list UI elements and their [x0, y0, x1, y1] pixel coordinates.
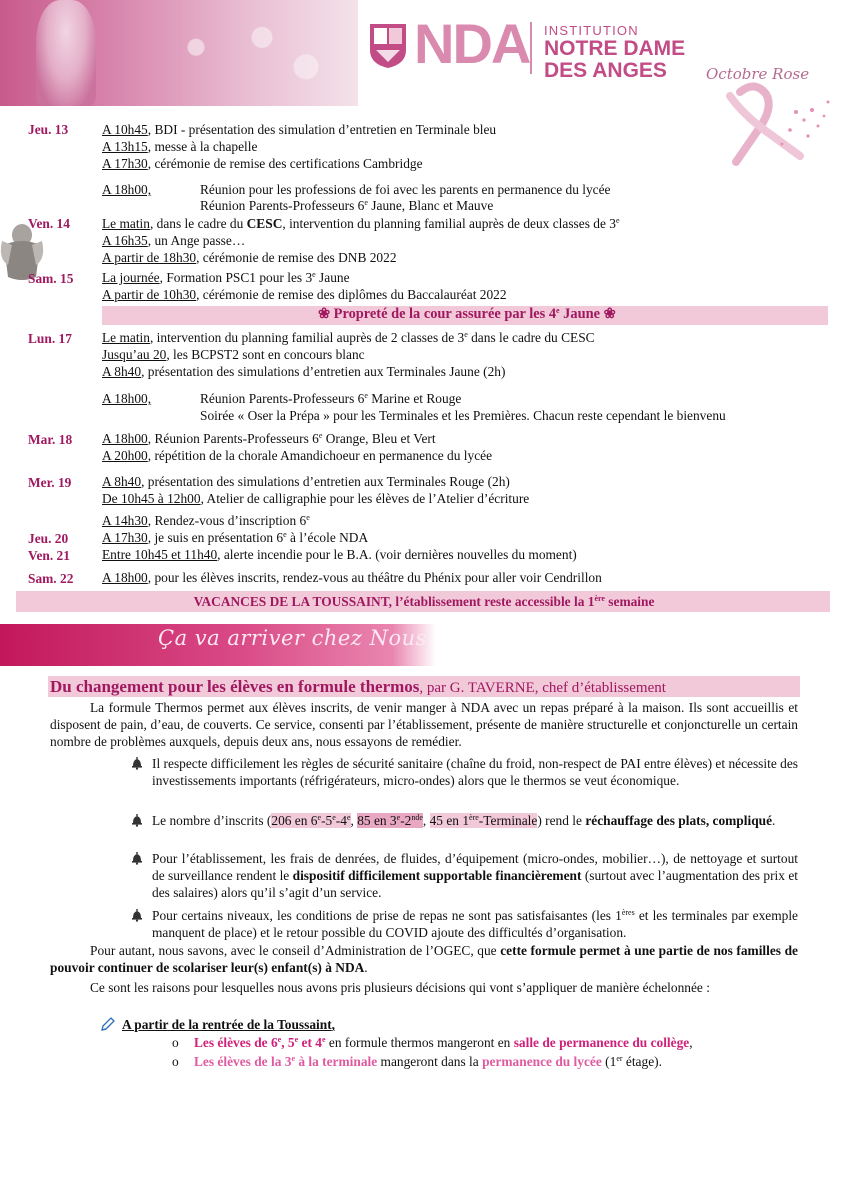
circle-bullet-icon: o	[172, 1035, 179, 1050]
agenda-entry: A 8h40, présentation des simulations d’entretien aux Terminales Rouge (2h)	[102, 474, 510, 489]
agenda-entry: A 10h45, BDI - présentation des simulation d’entretien en Terminale bleu	[102, 122, 497, 137]
logo-divider	[530, 22, 532, 74]
institution-name: INSTITUTION NOTRE DAME DES ANGES	[544, 23, 686, 82]
hand-bell-icon	[130, 908, 144, 922]
agenda-entry: A 17h30, je suis en présentation 6e à l’école NDA	[102, 530, 369, 545]
agenda-entry: Entre 10h45 et 11h40, alerte incendie pour le B.A. (voir dernières nouvelles du moment)	[102, 547, 577, 562]
nda-logo: NDA	[414, 12, 530, 75]
paragraph: La formule Thermos permet aux élèves inscrits, de venir manger à NDA avec un repas préparé à la maison. Ils sont accueillis et disposent de pain, d’eau, de couverts. Ce service, consenti par l’établissement, présente de manière structurelle et conjoncturelle un certain nombre de problèmes auxquels, depuis deux ans, nous essayons de remédier.	[50, 700, 798, 749]
agenda-entry: A 8h40, présentation des simulations d’entretien aux Terminales Jaune (2h)	[102, 364, 506, 379]
agenda-entry: Jusqu’au 20, les BCPST2 sont en concours blanc	[102, 347, 365, 362]
day-label: Jeu. 20	[28, 531, 69, 546]
blossom-tree-image	[130, 8, 350, 106]
octobre-rose-label: Octobre Rose	[706, 65, 810, 83]
subheading: A partir de la rentrée de la Toussaint,	[122, 1017, 336, 1032]
agenda-entry: A 18h00, Réunion Parents-Professeurs 6e Orange, Bleu et Vert	[102, 431, 436, 446]
day-label: Mar. 18	[28, 432, 73, 447]
article-byline: , par G. TAVERNE, chef d’établissement	[419, 680, 666, 696]
agenda-entry: A partir de 18h30, cérémonie de remise des DNB 2022	[102, 250, 397, 265]
cleanliness-notice: ❀ Propreté de la cour assurée par les 4e Jaune ❀	[318, 306, 616, 322]
agenda-entry: A 13h15, messe à la chapelle	[102, 139, 258, 154]
agenda-entry: A 14h30, Rendez-vous d’inscription 6e	[102, 513, 310, 528]
agenda-entry: La journée, Formation PSC1 pour les 3e Jaune	[102, 270, 350, 285]
enrollment-count-highlight: 206 en 6e-5e-4e	[271, 813, 351, 828]
agenda-entry-text: Réunion Parents-Professeurs 6e Marine et Rouge	[200, 391, 462, 406]
agenda-entry: A 20h00, répétition de la chorale Amandichoeur en permanence du lycée	[102, 448, 493, 463]
agenda-entry: A partir de 10h30, cérémonie de remise des diplômes du Baccalauréat 2022	[102, 287, 507, 302]
flower-icon: ❀	[599, 306, 616, 322]
agenda-entry: A 16h35, un Ange passe…	[102, 233, 246, 248]
agenda-entry: A 18h00, pour les élèves inscrits, rendez-vous au théâtre du Phénix pour aller voir Cendrillon	[102, 570, 602, 585]
paragraph: Ce sont les raisons pour lesquelles nous avons pris plusieurs décisions qui vont s’appliquer de manière échelonnée :	[90, 980, 710, 995]
banner-title: Ça va arriver chez Nous	[158, 626, 427, 650]
holiday-notice: VACANCES DE LA TOUSSAINT, l’établissement reste accessible la 1ère semaine	[193, 594, 655, 609]
hand-bell-icon	[130, 756, 144, 770]
agenda-entry: Le matin, dans le cadre du CESC, intervention du planning familial auprès de deux classes de 3e	[102, 216, 620, 231]
enrollment-count-highlight: 85 en 3e-2nde	[357, 813, 423, 828]
flower-icon: ❀	[318, 306, 334, 322]
paragraph: Pour autant, nous savons, avec le conseil d’Administration de l’OGEC, que cette formule permet à une partie de nos familles de pouvoir continuer de scolariser leur(s) enfant(s) à NDA.	[50, 943, 798, 975]
agenda-entry: Le matin, intervention du planning familial auprès de 2 classes de 3e dans le cadre du CESC	[102, 330, 595, 345]
enrollment-count-highlight: 45 en 1ère-Terminale	[429, 813, 538, 828]
day-label: Sam. 15	[28, 271, 74, 286]
day-label: Ven. 21	[28, 548, 70, 563]
header-photo	[0, 0, 358, 106]
virgin-statue-image	[36, 0, 96, 106]
day-label: Ven. 14	[28, 216, 70, 231]
day-label: Lun. 17	[28, 331, 72, 346]
day-label: Jeu. 13	[28, 122, 69, 137]
agenda-entry-text: Réunion Parents-Professeurs 6e Jaune, Blanc et Mauve	[200, 198, 494, 213]
hand-bell-icon	[130, 813, 144, 827]
hand-bell-icon	[130, 851, 144, 865]
agenda-entry-text: Réunion pour les professions de foi avec les parents en permanence du lycée	[200, 182, 611, 197]
day-label: Sam. 22	[28, 571, 74, 586]
school-crest-icon	[368, 22, 408, 70]
article-title: Du changement pour les élèves en formule thermos, par G. TAVERNE, chef d’établissement	[50, 677, 666, 696]
circle-bullet-icon: o	[172, 1054, 179, 1069]
agenda-entry: A 18h00,	[102, 391, 152, 406]
day-label: Mer. 19	[28, 475, 72, 490]
agenda-entry: A 18h00,	[102, 182, 152, 197]
section-banner	[0, 624, 848, 666]
agenda-entry: A 17h30, cérémonie de remise des certifications Cambridge	[102, 156, 423, 171]
agenda-entry: De 10h45 à 12h00, Atelier de calligraphie pour les élèves de l’Atelier d’écriture	[102, 491, 530, 506]
pink-ribbon-icon	[700, 82, 840, 172]
pencil-icon	[100, 1016, 116, 1032]
agenda-entry-text: Soirée « Oser la Prépa » pour les Terminales et les Premières. Chacun reste cependant le bienvenu	[200, 408, 726, 423]
